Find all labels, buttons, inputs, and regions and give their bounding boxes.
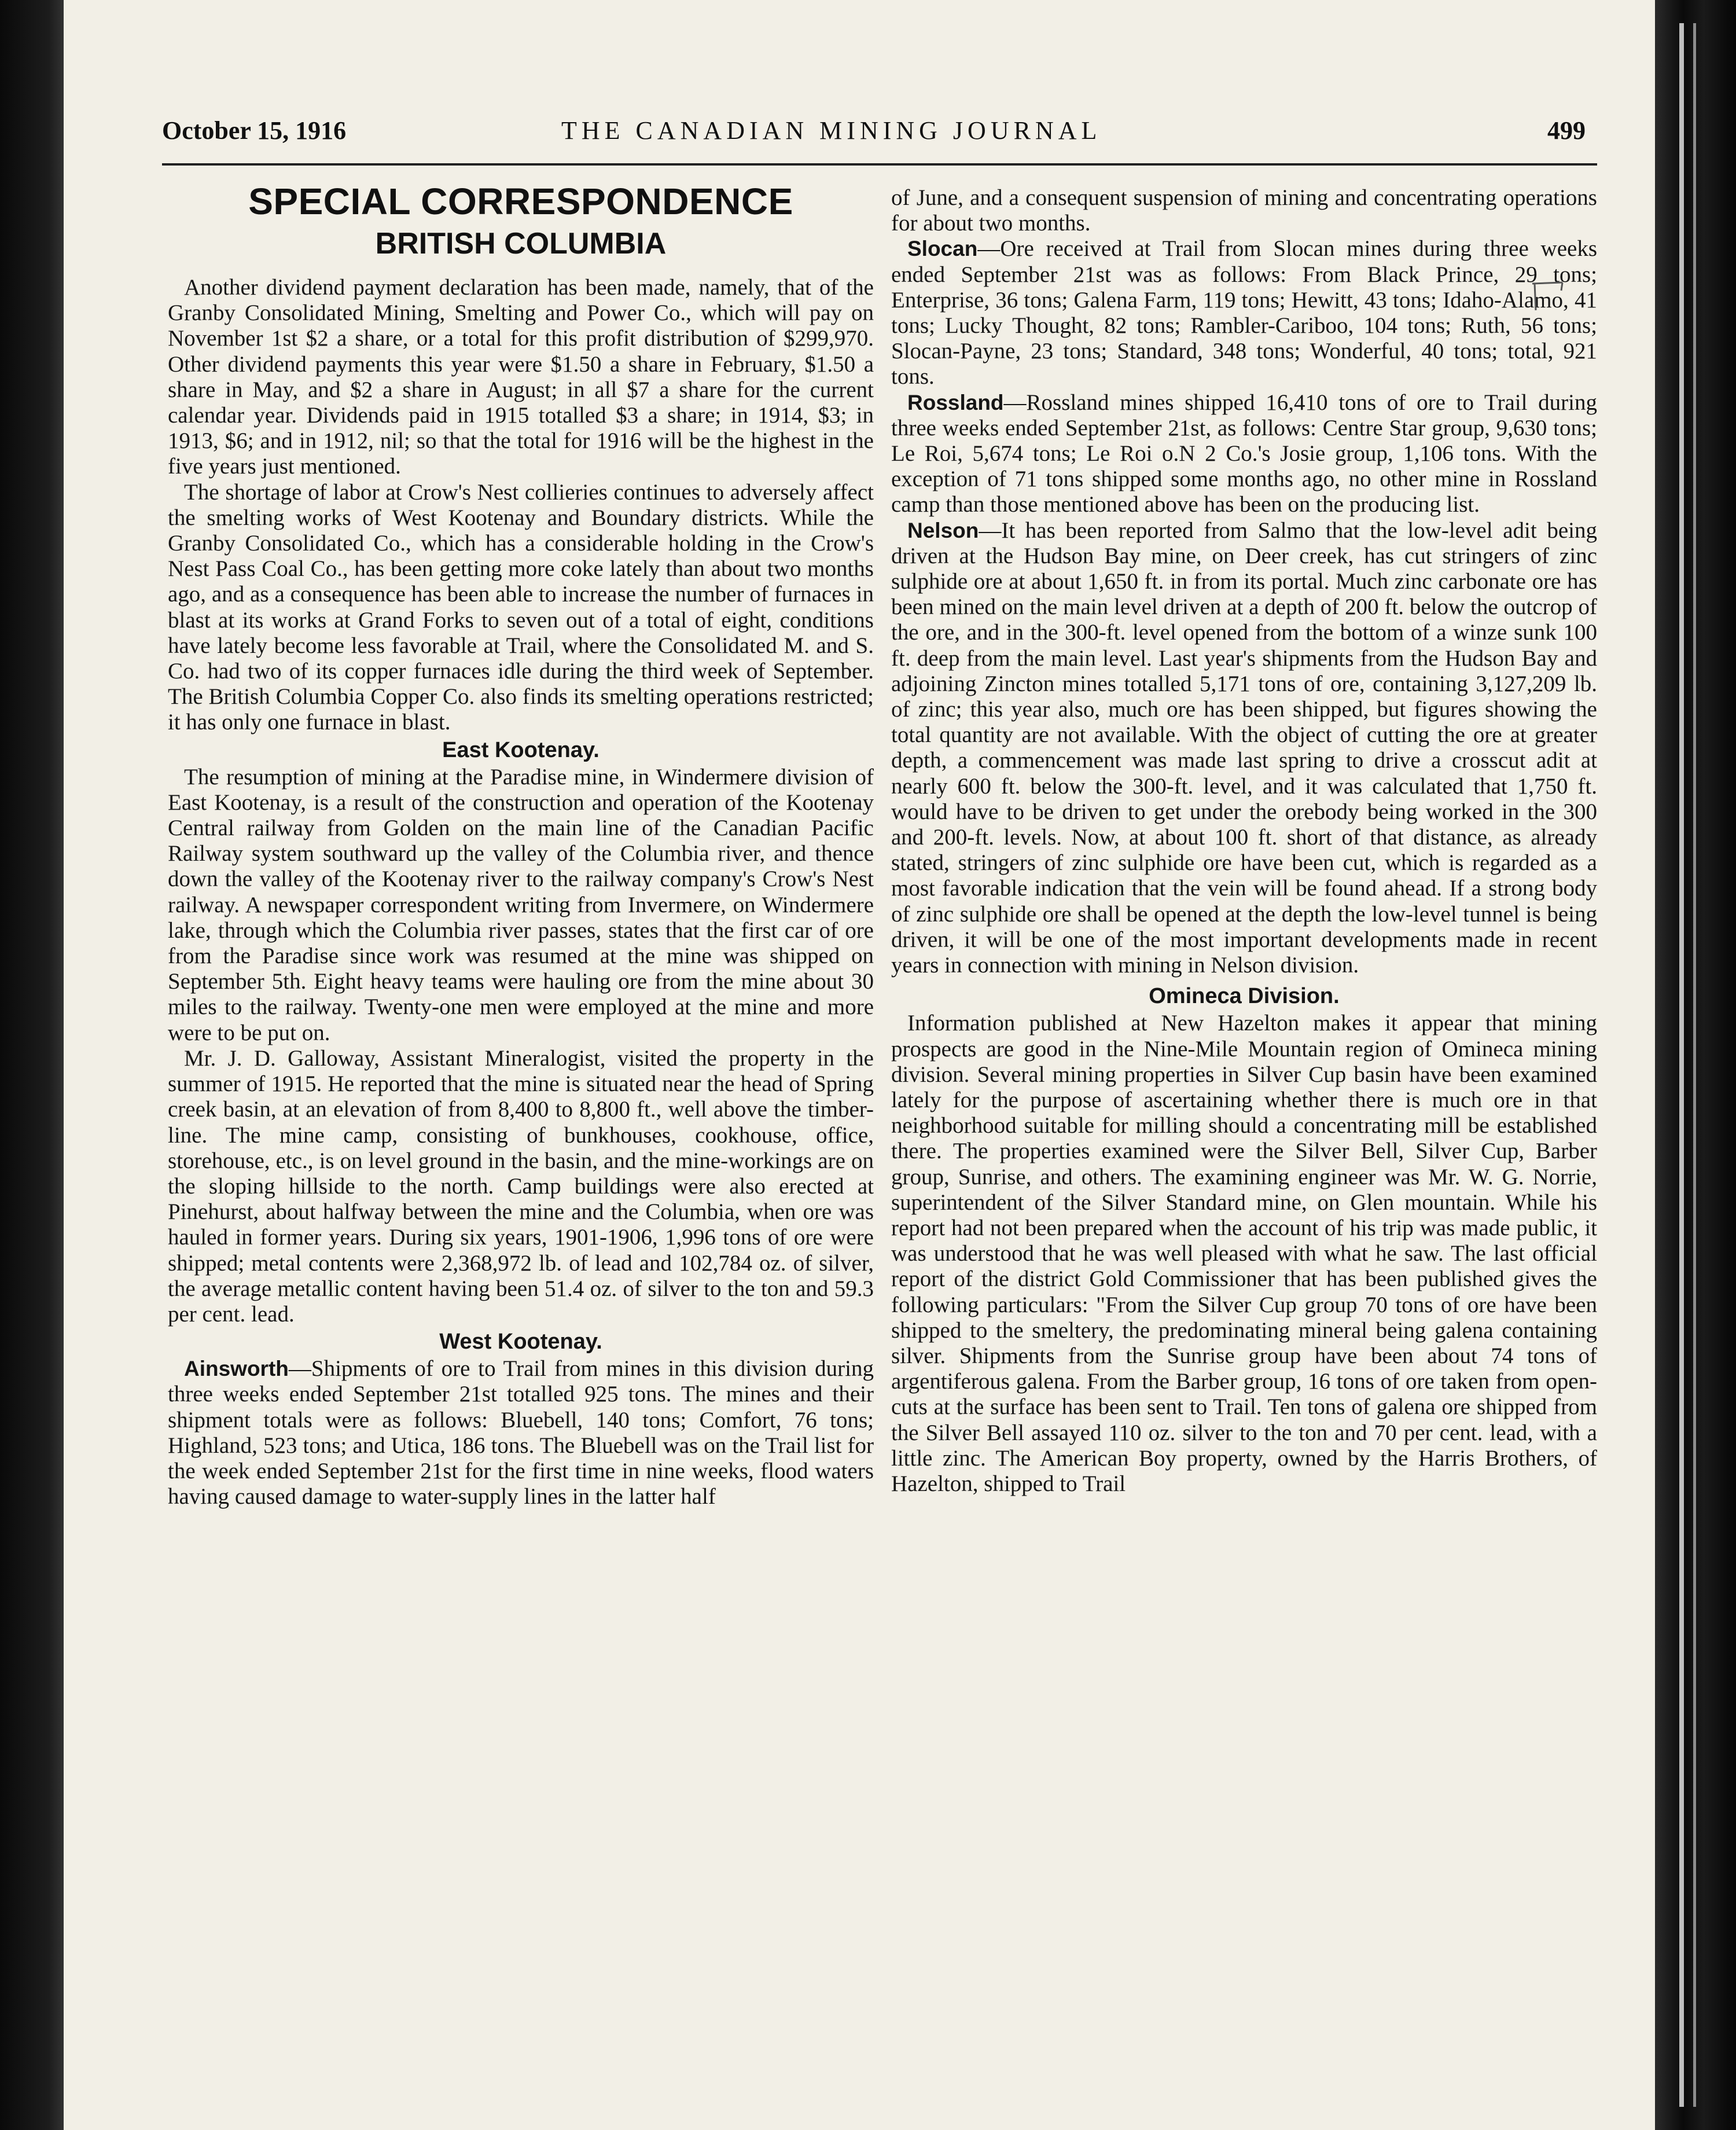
- left-column: [168, 174, 874, 1510]
- header-rule: [162, 163, 1597, 166]
- scan-left-edge: [0, 0, 69, 2130]
- right-column: [891, 174, 1597, 1497]
- slocan-paragraph: [891, 236, 1597, 390]
- article-title: SPECIAL CORRESPONDENCE: [248, 181, 793, 222]
- spine-line: [1693, 23, 1696, 2107]
- intro-paragraph: Another dividend payment declaration has been made, namely, that of the Granby Consolidated Mining, Smelting and Power Co., which will pay on November 1st $2 a share, or a total for this profit distribution of $299,970. Other dividend payments this year were $1.50 a share in February, $1.50 a share in May, and $2 a share in August; in all $7 a share for the current calendar year. Dividends paid in 1915 totalled $3 a share; in 1914, $3; in 1913, $6; and in 1912, nil; so that the total for 1916 will be the highest in the five years just mentioned.: [168, 275, 874, 479]
- margin-mark: [1528, 278, 1574, 313]
- paradise-paragraph: The resumption of mining at the Paradise mine, in Windermere division of East Kootenay, is a result of the construction and operation of the Kootenay Central railway from Golden on the main line of the Canadian Pacific Railway system southward up the valley of the Columbia river, and thence down the valley of the Kootenay river to the railway company's Crow's Nest railway. A newspaper correspondent writing from Invermere, on Windermere lake, through which the Columbia river passes, states that the first car of ore from the Paradise since work was resumed at the mine was shipped on September 5th. Eight heavy teams were hauling ore from the mine about 30 miles to the railway. Twenty-one men were employed at the mine and more were to be put on.: [168, 764, 874, 1045]
- omineca-paragraph: Information published at New Hazelton makes it appear that mining prospects are good in the Nine-Mile Mountain region of Omineca mining division. Several mining properties in Silver Cup basin have been examined lately for the purpose of ascertaining whether there is much ore in that neighborhood suitable for milling should a concentrating mill be established there. The properties examined were the Silver Bell, Silver Cup, Barber group, Sunrise, and others. The examining engineer was Mr. W. G. Norrie, superintendent of the Silver Standard mine, on Glen mountain. While his report had not been prepared when the account of his trip was made public, it was understood that he was well pleased with what he saw. The last official report of the district Gold Commissioner that has been published gives the following particulars: "From the Silver Cup group 70 tons of ore have been shipped to the smeltery, the predominating mineral being galena containing silver. Shipments from the Sunrise group have been about 74 tons of argentiferous galena. From the Barber group, 16 tons of ore taken from open-cuts at the surface has been sent to Trail. Ten tons of galena ore shipped from the Silver Bell assayed 110 oz. silver to the ton and 70 per cent. lead, with a little zinc. The American Boy property, owned by the Harris Brothers, of Hazelton, shipped to Trail: [891, 1011, 1597, 1496]
- running-head: [162, 116, 1586, 156]
- section-heading-east-kootenay: East Kootenay.: [442, 737, 599, 762]
- nelson-paragraph: [891, 518, 1597, 979]
- section-heading-omineca: Omineca Division.: [1149, 984, 1340, 1009]
- slocan-runin: Slocan: [907, 237, 978, 261]
- ainsworth-text: —Shipments of ore to Trail from mines in this division during three weeks ended September 21st totalled 925 tons. The mines and their shipment totals were as follows: Bluebell, 140 tons; Comfort, 76 tons; Highland, 523 tons; and Utica, 186 tons. The Bluebell was on the Trail list for the week ended September 21st for the first time in nine weeks, flood waters having caused damage to water-supply lines in the latter half: [168, 1356, 874, 1510]
- issue-date: October 15, 1916: [162, 116, 347, 145]
- galloway-paragraph: Mr. J. D. Galloway, Assistant Mineralogist, visited the property in the summer of 1915. He reported that the mine is situated near the head of Spring creek basin, at an elevation of from 8,400 to 8,800 ft., well above the timber-line. The mine camp, consisting of bunkhouses, cookhouse, office, storehouse, etc., is on level ground in the basin, and the mine-workings are on the sloping hillside to the north. Camp buildings were also erected at Pinehurst, about halfway between the mine and the Columbia, when ore was hauled in former years. During six years, 1901-1906, 1,996 tons of ore were shipped; metal contents were 2,368,972 lb. of lead and 102,784 oz. of silver, the average metallic content having been 51.4 oz. of silver to the ton and 59.3 per cent. lead.: [168, 1045, 874, 1327]
- spine-line: [1679, 23, 1684, 2107]
- page-number: 499: [1547, 116, 1586, 145]
- ainsworth-runin: Ainsworth: [184, 1357, 289, 1381]
- rossland-runin: Rossland: [907, 390, 1004, 414]
- article-subtitle: BRITISH COLUMBIA: [375, 227, 667, 260]
- journal-title: THE CANADIAN MINING JOURNAL: [561, 116, 1102, 145]
- margin-mark-glyph: [1528, 278, 1574, 313]
- slocan-text: —Ore received at Trail from Slocan mines during three weeks ended September 21st was as follows: From Black Prince, 29 tons; Enterprise, 36 tons; Galena Farm, 119 tons; Hewitt, 43 tons; Idaho-Alamo, 41 tons; Lucky Thought, 82 tons; Rambler-Cariboo, 104 tons; Ruth, 56 tons; Slocan-Payne, 23 tons; Standard, 348 tons; Wonderful, 40 tons; total, 921 tons.: [891, 236, 1597, 390]
- labor-paragraph: The shortage of labor at Crow's Nest collieries continues to adversely affect the smelting works of West Kootenay and Boundary districts. While the Granby Consolidated Co., which has a considerable holding in the Crow's Nest Pass Coal Co., has been getting more coke lately than about two months ago, and as a consequence has been able to increase the number of furnaces in blast at its works at Grand Forks to seven out of a total of eight, conditions have lately become less favorable at Trail, where the Consolidated M. and S. Co. had two of its copper furnaces idle during the third week of September. The British Columbia Copper Co. also finds its smelting operations restricted; it has only one furnace in blast.: [168, 479, 874, 735]
- nelson-text: —It has been reported from Salmo that the low-level adit being driven at the Hudson Bay mine, on Deer creek, has cut stringers of zinc sulphide ore at about 1,650 ft. in from its portal. Much zinc carbonate ore has been mined on the main level driven at a depth of 200 ft. below the outcrop of the ore, and in the 300-ft. level opened from the bottom of a winze sunk 100 ft. deep from the main level. Last year's shipments from the Hudson Bay and adjoining Zincton mines totalled 5,171 tons of ore, containing 3,127,209 lb. of zinc; this year also, much ore has been shipped, but figures showing the total quantity are not available. With the object of cutting the ore at greater depth, a commencement was made last spring to drive a crosscut adit at nearly 600 ft. below the 300-ft. level, and it was calculated that 1,750 ft. would have to be driven to get under the orebody being worked in the 300 and 200-ft. levels. Now, at about 100 ft. short of that distance, as already stated, stringers of zinc sulphide ore have been cut, which is regarded as a most favorable indication that the vein will be found ahead. If a strong body of zinc sulphide ore shall be opened at the depth the low-level tunnel is being driven, it will be one of the most important developments made in recent years in connection with mining in Nelson division.: [891, 517, 1597, 978]
- rossland-text: —Rossland mines shipped 16,410 tons of ore to Trail during three weeks ended September 21st, as follows: Centre Star group, 9,630 tons; Le Roi, 5,674 tons; Le Roi o.N 2 Co.'s Josie group, 1,106 tons. With the exception of 71 tons shipped some months ago, no other mine in Rossland camp than those mentioned above has been on the producing list.: [891, 390, 1597, 517]
- book-spine: [1655, 0, 1736, 2130]
- section-heading-west-kootenay: West Kootenay.: [439, 1330, 602, 1354]
- continuation-paragraph: of June, and a consequent suspension of mining and concentrating operations for about two months.: [891, 185, 1597, 236]
- nelson-runin: Nelson: [907, 518, 979, 542]
- ainsworth-paragraph: [168, 1356, 874, 1510]
- rossland-paragraph: [891, 390, 1597, 518]
